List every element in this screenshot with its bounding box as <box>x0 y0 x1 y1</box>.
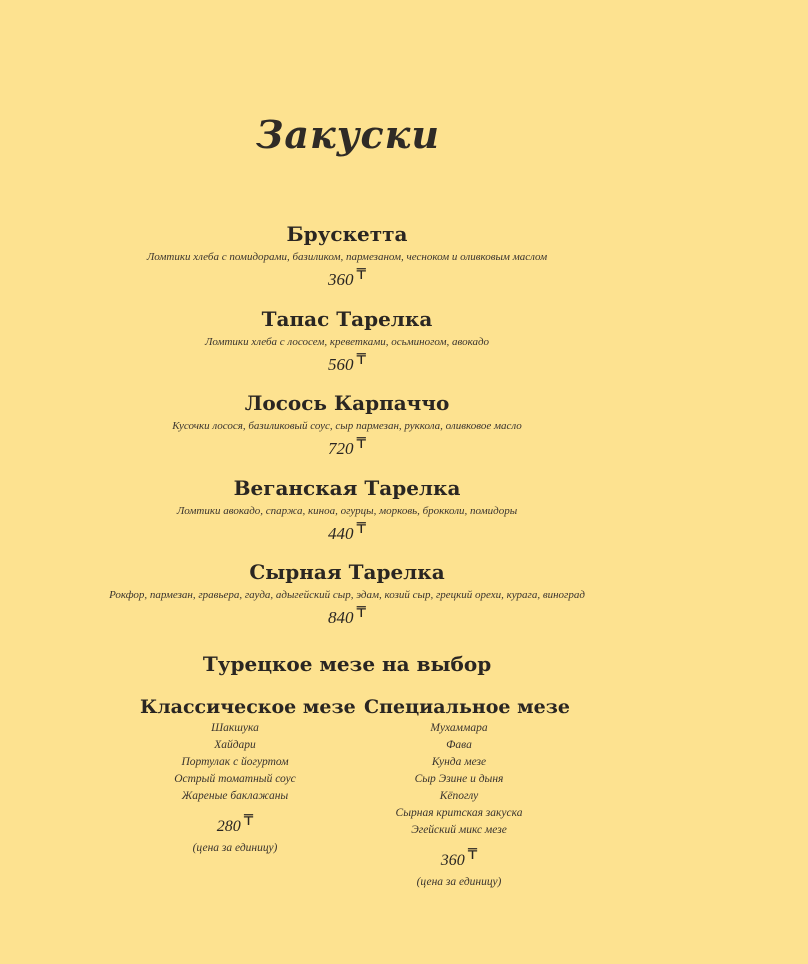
special-meze-title: Специальное мезе <box>364 696 570 718</box>
tenge-icon: ₸ <box>356 267 367 283</box>
dish-price <box>0 267 694 291</box>
classic-meze-column <box>140 696 356 855</box>
meze-section-title: Турецкое мезе на выбор <box>202 652 492 676</box>
list-item: Острый томатный соус <box>174 773 296 785</box>
classic-meze-price <box>140 813 330 837</box>
dish-description: Кусочки лосося, базиликовый соус, сыр пармезан, руккола, оливковое масло <box>172 420 522 432</box>
list-item: Фава <box>446 739 472 751</box>
menu-item-vegan-plate <box>0 476 694 545</box>
classic-meze-list <box>140 720 330 805</box>
dish-description: Ломтики авокадо, спаржа, киноа, огурцы, морковь, брокколи, помидоры <box>176 505 518 517</box>
dish-name: Веганская Тарелка <box>233 476 461 500</box>
special-meze-list <box>364 720 554 839</box>
list-item: Кунда мезе <box>431 756 487 768</box>
list-item: Шакшука <box>211 722 259 734</box>
dish-description: Ломтики хлеба с лососем, креветками, осьминогом, авокадо <box>204 336 490 348</box>
dish-price <box>0 352 694 376</box>
page-title: Закуски <box>256 112 440 157</box>
list-item: Эгейский микс мезе <box>411 824 507 836</box>
classic-meze-title: Классическое мезе <box>140 696 356 718</box>
list-item: Жареные баклажаны <box>181 790 289 802</box>
dish-price <box>0 521 694 545</box>
tenge-icon: ₸ <box>356 352 367 368</box>
special-meze-column <box>364 696 570 889</box>
tenge-icon: ₸ <box>467 847 478 863</box>
menu-item-salmon-carpaccio <box>0 391 694 460</box>
dish-name: Сырная Тарелка <box>249 560 445 584</box>
tenge-icon: ₸ <box>356 605 367 621</box>
tenge-icon: ₸ <box>356 521 367 537</box>
price-value: 440 <box>327 524 354 543</box>
list-item: Мухаммара <box>430 722 488 734</box>
menu-item-cheese-plate <box>0 560 694 629</box>
price-value: 360 <box>327 270 354 289</box>
menu-item-tapas-plate <box>0 307 694 376</box>
price-value: 560 <box>327 355 354 374</box>
price-value: 840 <box>327 608 354 627</box>
price-value: 720 <box>327 439 354 458</box>
list-item: Сыр Эзине и дыня <box>414 773 504 785</box>
list-item: Портулак с йогуртом <box>181 756 289 768</box>
list-item: Кёпоглу <box>439 790 479 802</box>
dish-description: Ломтики хлеба с помидорами, базиликом, пармезаном, чесноком и оливковым маслом <box>146 251 548 263</box>
dish-description: Рокфор, пармезан, гравьера, гауда, адыгейский сыр, эдам, козий сыр, грецкий орехи, курага, виноград <box>109 589 585 601</box>
list-item: Сырная критская закуска <box>395 807 523 819</box>
list-item: Хайдари <box>214 739 256 751</box>
dish-name: Лосось Карпаччо <box>244 391 450 415</box>
dish-price <box>0 605 694 629</box>
menu-item-bruschetta <box>0 222 694 291</box>
price-value: 360 <box>440 852 465 869</box>
price-unit-note: (цена за единицу) <box>192 842 278 854</box>
dish-name: Брускетта <box>286 222 408 246</box>
dish-name: Тапас Тарелка <box>261 307 433 331</box>
dish-price <box>0 436 694 460</box>
special-meze-price <box>364 847 554 871</box>
tenge-icon: ₸ <box>243 813 254 829</box>
price-unit-note: (цена за единицу) <box>416 876 502 888</box>
price-value: 280 <box>216 818 241 835</box>
tenge-icon: ₸ <box>356 436 367 452</box>
